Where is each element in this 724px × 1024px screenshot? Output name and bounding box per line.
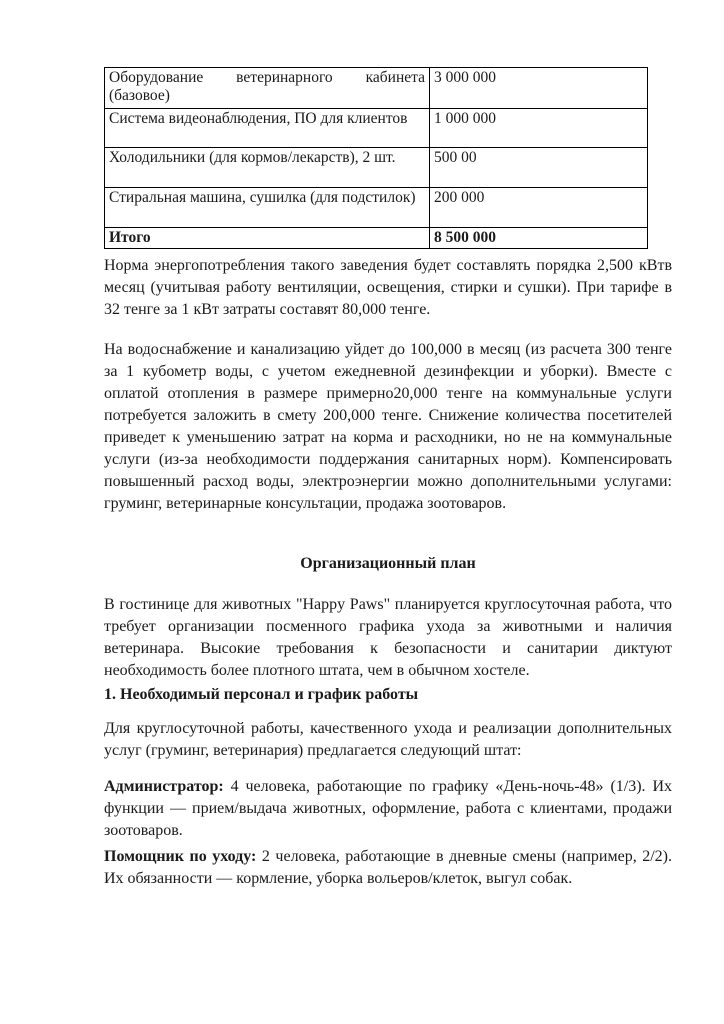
total-value: 8 500 000 — [430, 228, 648, 249]
helper-paragraph — [104, 846, 672, 890]
table-row — [105, 188, 648, 228]
total-label: Итого — [105, 228, 430, 249]
admin-label: Администратор: — [104, 778, 224, 795]
item-name: Система видеонаблюдения, ПО для клиентов — [105, 109, 430, 148]
utilities-paragraph: На водоснабжение и канализацию уйдет до 100,000 в месяц (из расчета 300 тенге за 1 кубометр воды, с учетом ежедневной дезинфекции и уборки). Вместе с оплатой отопления в размере примерно20,000 тенге на коммунальные услуги потребуется заложить в смету 200,000 тенге. Снижение количества посетителей приведет к уменьшению затрат на корма и расходники, но не на коммунальные услуги (из-за необходимости поддержания санитарных норм). Компенсировать повышенный расход воды, электроэнергии можно дополнительными услугами: груминг, ветеринарные консультации, продажа зоотоваров. — [104, 341, 672, 512]
helper-label: Помощник по уходу: — [104, 848, 257, 865]
item-cost: 3 000 000 — [430, 68, 648, 109]
table-total-row — [105, 228, 648, 249]
staff-section-heading: 1. Необходимый персонал и график работы — [104, 686, 419, 703]
equipment-cost-table — [104, 67, 648, 249]
item-name: Стиральная машина, сушилка (для подстилок) — [105, 188, 430, 228]
item-cost: 500 00 — [430, 148, 648, 188]
section-title-org-plan: Организационный план — [300, 555, 476, 572]
staff-intro-paragraph: Для круглосуточной работы, качественного ухода и реализации дополнительных услуг (груминг, ветеринария) предлагается следующий штат: — [104, 720, 672, 759]
helper-description: 2 человека, работающие в дневные смены (например, 2/2). Их обязанности — кормление, уборка вольеров/клеток, выгул собак. — [104, 848, 672, 887]
admin-paragraph — [104, 776, 672, 842]
item-cost: 1 000 000 — [430, 109, 648, 148]
admin-description: 4 человека, работающие по графику «День-ночь-48» (1/3). Их функции — прием/выдача животных, оформление, работа с клиентами, продажи зоотоваров. — [104, 778, 672, 839]
table-row — [105, 148, 648, 188]
table-row — [105, 68, 648, 109]
org-intro-paragraph: В гостинице для животных "Happy Paws" планируется круглосуточная работа, что требует организации посменного графика ухода за животными и наличия ветеринара. Высокие требования к безопасности и санитарии диктуют необходимость более плотного штата, чем в обычном хостеле. — [104, 596, 672, 679]
energy-paragraph: Норма энергопотребления такого заведения будет составлять порядка 2,500 кВтв месяц (учитывая работу вентиляции, освещения, стирки и сушки). При тарифе в 32 тенге за 1 кВт затраты составят 80,000 тенге. — [104, 257, 672, 318]
item-name: Оборудование ветеринарного кабинета (базовое) — [105, 68, 430, 109]
item-name: Холодильники (для кормов/лекарств), 2 шт. — [105, 148, 430, 188]
item-cost: 200 000 — [430, 188, 648, 228]
table-row — [105, 109, 648, 148]
